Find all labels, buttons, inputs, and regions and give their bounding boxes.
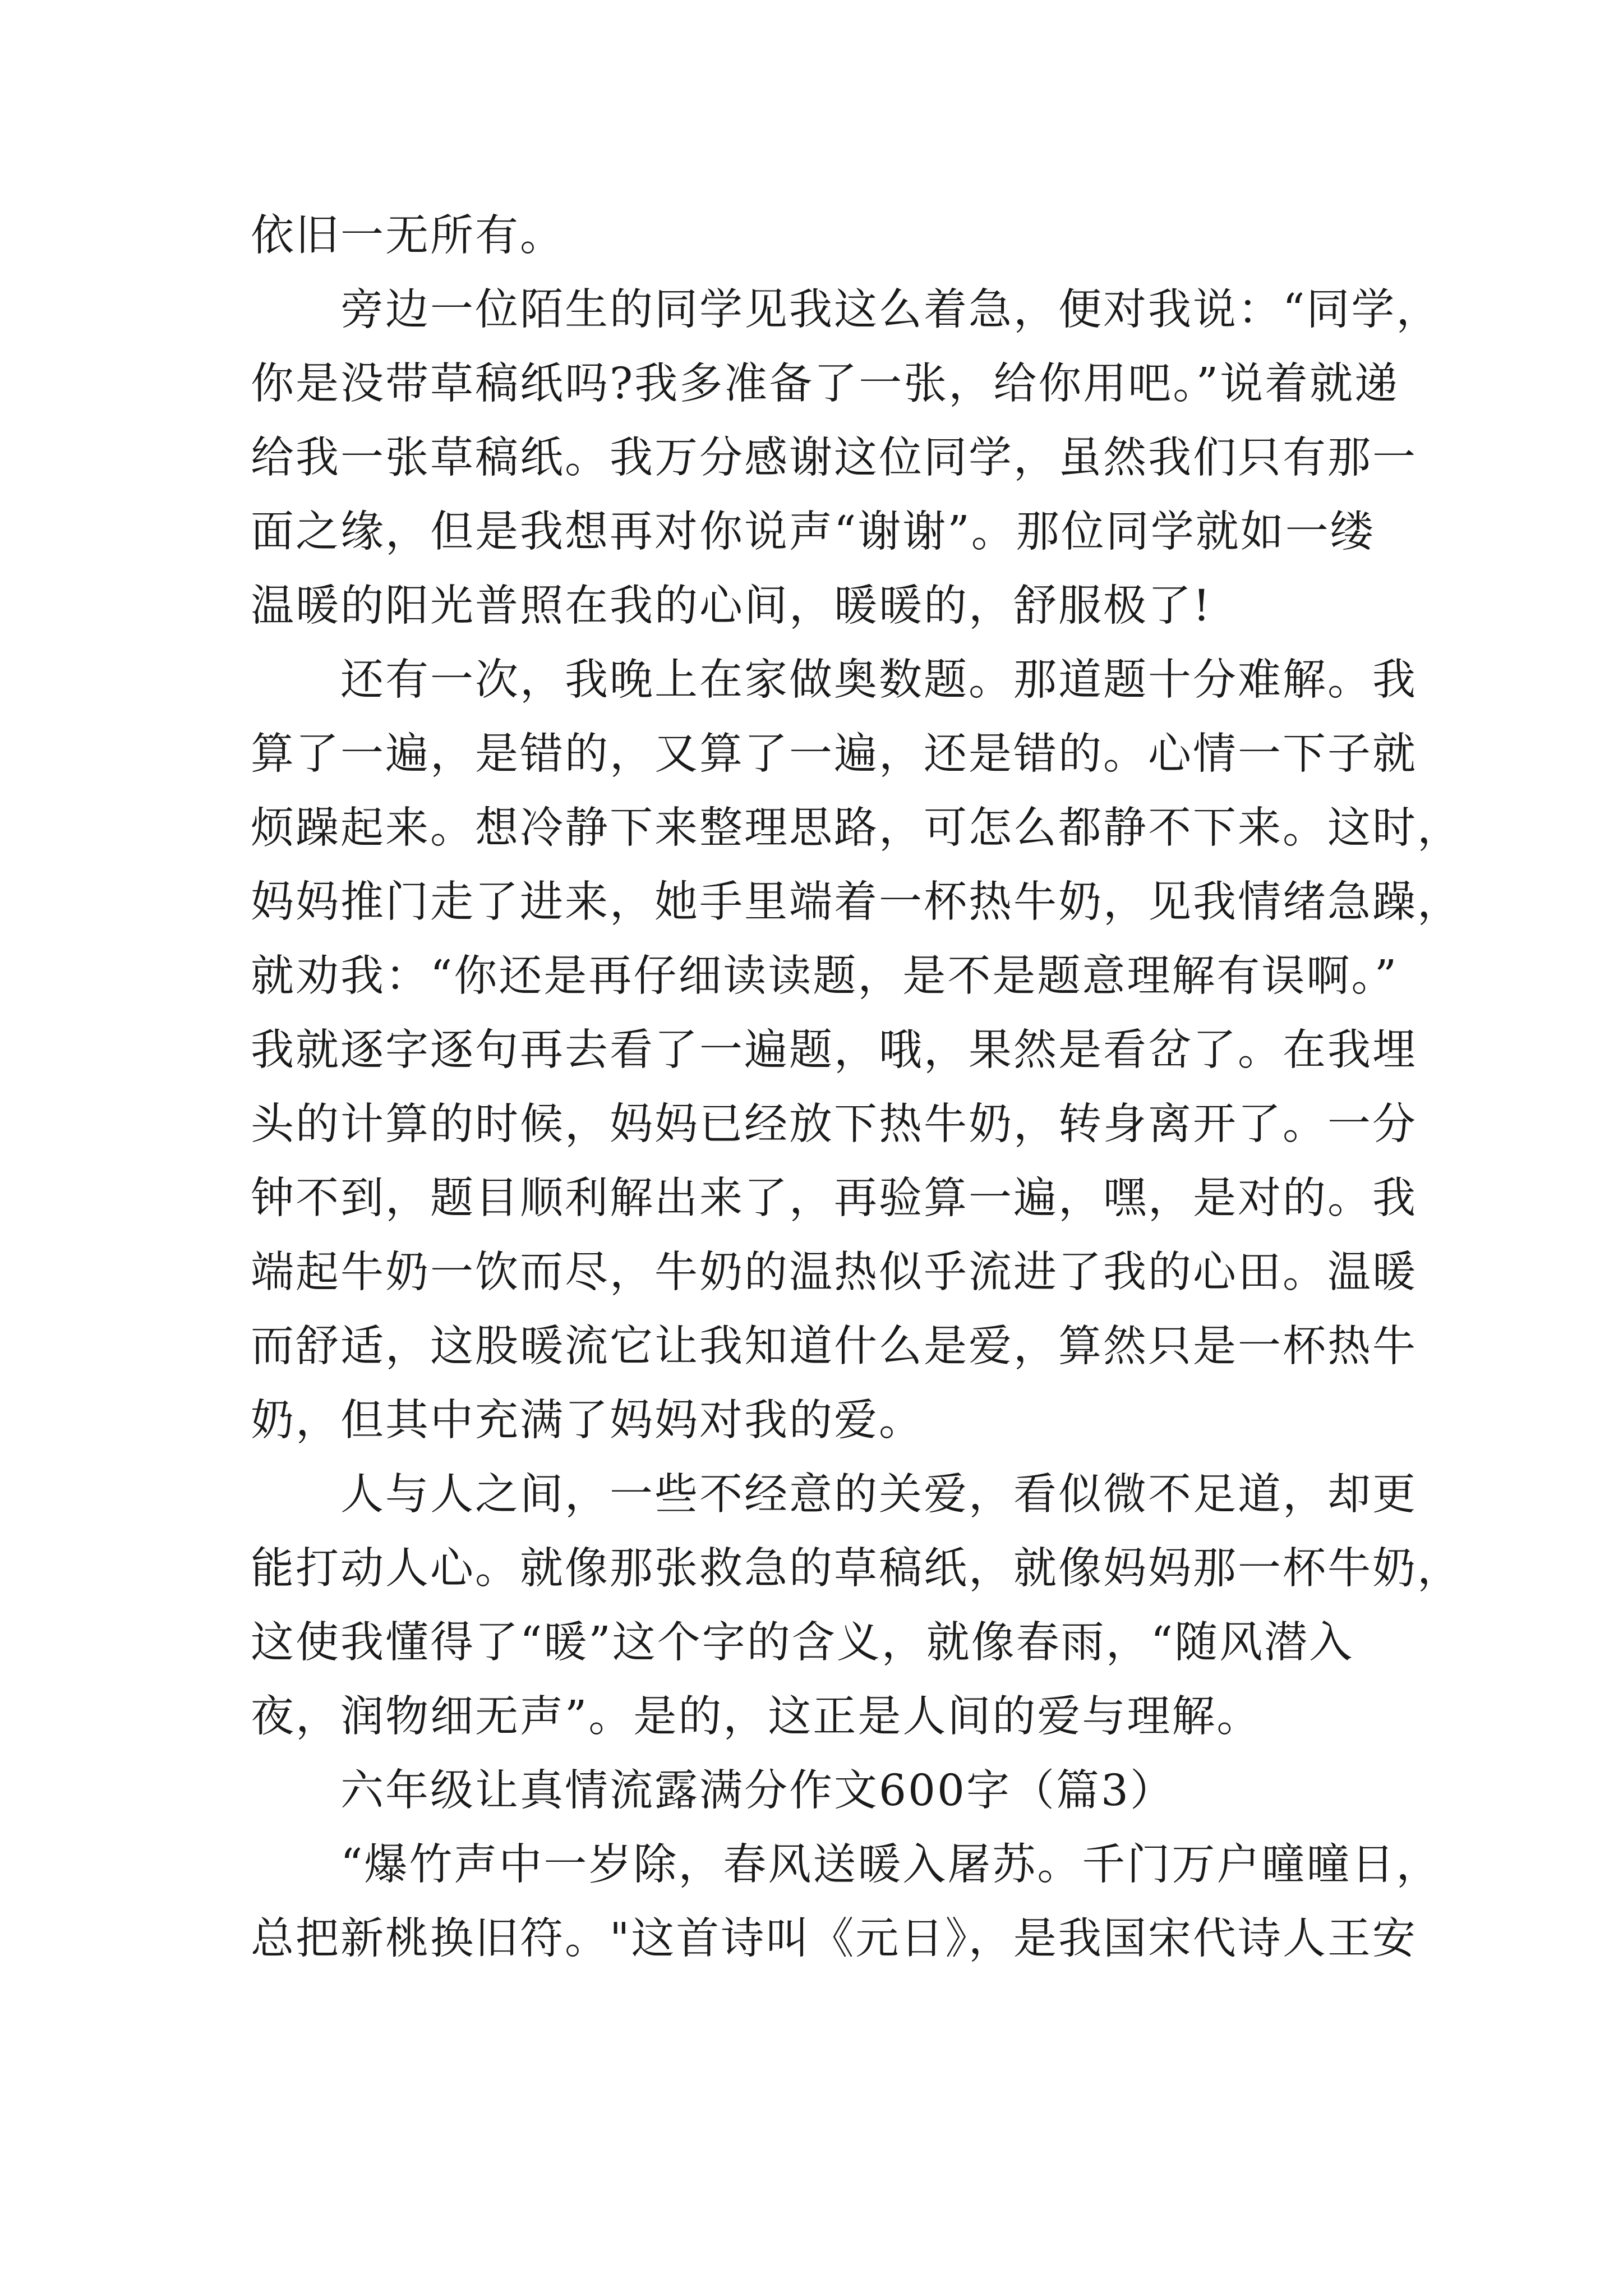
text-line: 能打动人心。就像那张救急的草稿纸，就像妈妈那一杯牛奶， [251, 1544, 1462, 1594]
text-line: 还有一次，我晚上在家做奥数题。那道题十分难解。我 [251, 655, 1417, 705]
text-line: 总把新桃换旧符。"这首诗叫《元日》，是我国宋代诗人王安 [251, 1914, 1417, 1964]
text-line: 你是没带草稿纸吗?我多准备了一张，给你用吧。”说着就递 [251, 359, 1400, 409]
text-line: 妈妈推门走了进来，她手里端着一杯热牛奶，见我情绪急躁， [251, 877, 1462, 927]
text-line: 奶，但其中充满了妈妈对我的爱。 [251, 1396, 924, 1446]
section-heading: 六年级让真情流露满分作文600字（篇3） [251, 1766, 1175, 1816]
text-line: 而舒适，这股暖流它让我知道什么是爱，算然只是一杯热牛 [251, 1322, 1417, 1372]
text-line: 面之缘，但是我想再对你说声“谢谢”。那位同学就如一缕 [251, 507, 1375, 557]
text-line: 就劝我：“你还是再仔细读读题，是不是题意理解有误啊。” [251, 951, 1399, 1001]
text-line: 人与人之间，一些不经意的关爱，看似微不足道，却更 [251, 1470, 1417, 1520]
text-line: 端起牛奶一饮而尽，牛奶的温热似乎流进了我的心田。温暖 [251, 1248, 1417, 1297]
text-line: 给我一张草稿纸。我万分感谢这位同学，虽然我们只有那一 [251, 433, 1417, 483]
text-line: 头的计算的时候，妈妈已经放下热牛奶，转身离开了。一分 [251, 1099, 1417, 1149]
text-line: 夜，润物细无声”。是的，这正是人间的爱与理解。 [251, 1692, 1262, 1742]
text-line: 算了一遍，是错的，又算了一遍，还是错的。心情一下子就 [251, 729, 1417, 779]
text-line: 这使我懂得了“暖”这个字的含义，就像春雨，“随风潜入 [251, 1618, 1354, 1668]
text-line: 依旧一无所有。 [251, 211, 565, 261]
text-line: 钟不到，题目顺利解出来了，再验算一遍，嘿，是对的。我 [251, 1174, 1417, 1223]
text-line: 温暖的阳光普照在我的心间，暖暖的，舒服极了! [251, 581, 1212, 631]
text-line: 烦躁起来。想冷静下来整理思路，可怎么都静不下来。这时， [251, 803, 1462, 853]
text-line: 我就逐字逐句再去看了一遍题，哦，果然是看岔了。在我埋 [251, 1025, 1417, 1075]
text-line: 旁边一位陌生的同学见我这么着急，便对我说：“同学， [251, 285, 1441, 335]
essay-text [251, 199, 1462, 1976]
text-line: “爆竹声中一岁除，春风送暖入屠苏。千门万户曈曈日， [251, 1840, 1441, 1890]
